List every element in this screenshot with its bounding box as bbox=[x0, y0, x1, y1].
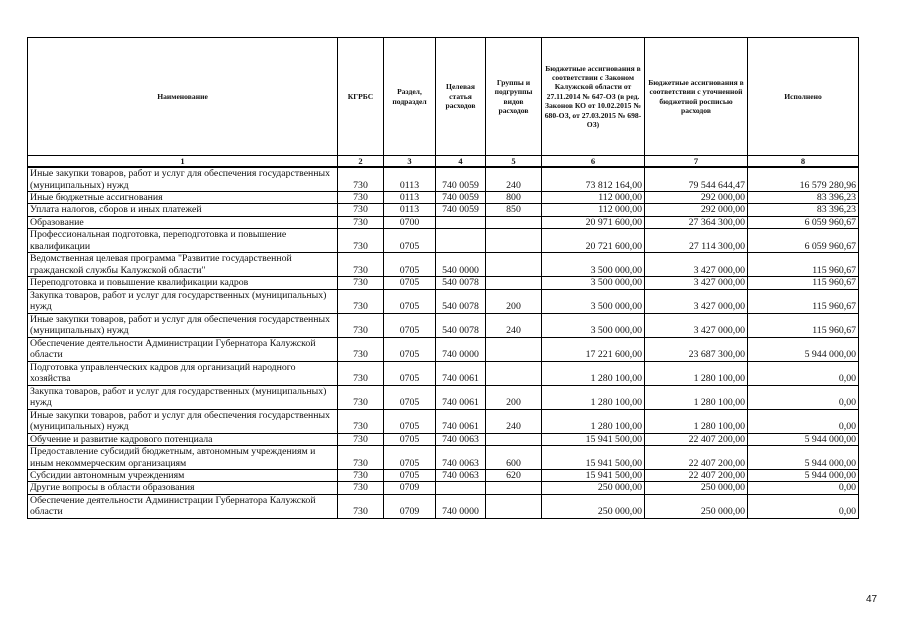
cell-executed-amount: 5 944 000,00 bbox=[748, 470, 859, 482]
cell-refined-amount: 292 000,00 bbox=[645, 204, 748, 216]
header-executed: Исполнено bbox=[748, 38, 859, 156]
cell-target: 740 0061 bbox=[436, 385, 486, 409]
cell-kgrbs: 730 bbox=[338, 337, 384, 361]
cell-kgrbs: 730 bbox=[338, 289, 384, 313]
column-number: 6 bbox=[542, 156, 645, 168]
cell-law-amount: 15 941 500,00 bbox=[542, 470, 645, 482]
cell-target: 740 0063 bbox=[436, 433, 486, 445]
cell-kgrbs: 730 bbox=[338, 167, 384, 192]
cell-target: 740 0063 bbox=[436, 470, 486, 482]
cell-refined-amount: 23 687 300,00 bbox=[645, 337, 748, 361]
table-row bbox=[28, 229, 859, 253]
cell-group bbox=[486, 253, 542, 277]
cell-executed-amount: 0,00 bbox=[748, 494, 859, 518]
cell-section: 0705 bbox=[384, 313, 436, 337]
cell-law-amount: 112 000,00 bbox=[542, 204, 645, 216]
cell-executed-amount: 0,00 bbox=[748, 482, 859, 494]
cell-executed-amount: 5 944 000,00 bbox=[748, 433, 859, 445]
header-target: Целевая статья расходов bbox=[436, 38, 486, 156]
table-row bbox=[28, 482, 859, 494]
cell-law-amount: 250 000,00 bbox=[542, 494, 645, 518]
cell-executed-amount: 115 960,67 bbox=[748, 277, 859, 289]
cell-name: Иные закупки товаров, работ и услуг для обеспечения государственных (муниципальных) нужд bbox=[28, 409, 338, 433]
column-number: 2 bbox=[338, 156, 384, 168]
cell-executed-amount: 6 059 960,67 bbox=[748, 216, 859, 228]
table-row bbox=[28, 204, 859, 216]
table-row bbox=[28, 446, 859, 470]
cell-target: 740 0059 bbox=[436, 167, 486, 192]
cell-group bbox=[486, 494, 542, 518]
cell-name: Образование bbox=[28, 216, 338, 228]
cell-group bbox=[486, 361, 542, 385]
column-number: 4 bbox=[436, 156, 486, 168]
cell-group: 620 bbox=[486, 470, 542, 482]
cell-section: 0705 bbox=[384, 446, 436, 470]
cell-kgrbs: 730 bbox=[338, 277, 384, 289]
cell-section: 0113 bbox=[384, 204, 436, 216]
cell-executed-amount: 115 960,67 bbox=[748, 253, 859, 277]
cell-law-amount: 3 500 000,00 bbox=[542, 313, 645, 337]
cell-executed-amount: 0,00 bbox=[748, 361, 859, 385]
cell-name: Иные закупки товаров, работ и услуг для обеспечения государственных (муниципальных) нужд bbox=[28, 167, 338, 192]
column-number: 7 bbox=[645, 156, 748, 168]
cell-executed-amount: 83 396,23 bbox=[748, 204, 859, 216]
cell-law-amount: 1 280 100,00 bbox=[542, 409, 645, 433]
header-name: Наименование bbox=[28, 38, 338, 156]
cell-section: 0705 bbox=[384, 409, 436, 433]
header-section: Раздел, подраздел bbox=[384, 38, 436, 156]
table-row bbox=[28, 216, 859, 228]
cell-refined-amount: 3 427 000,00 bbox=[645, 289, 748, 313]
cell-target bbox=[436, 229, 486, 253]
table-row bbox=[28, 433, 859, 445]
cell-target: 740 0059 bbox=[436, 192, 486, 204]
table-row bbox=[28, 361, 859, 385]
cell-kgrbs: 730 bbox=[338, 313, 384, 337]
budget-table bbox=[27, 37, 859, 519]
cell-name: Обеспечение деятельности Администрации Губернатора Калужской области bbox=[28, 337, 338, 361]
table-row bbox=[28, 167, 859, 192]
cell-law-amount: 73 812 164,00 bbox=[542, 167, 645, 192]
cell-name: Обеспечение деятельности Администрации Губернатора Калужской области bbox=[28, 494, 338, 518]
cell-target: 540 0078 bbox=[436, 289, 486, 313]
cell-executed-amount: 5 944 000,00 bbox=[748, 446, 859, 470]
cell-executed-amount: 115 960,67 bbox=[748, 313, 859, 337]
cell-target: 740 0063 bbox=[436, 446, 486, 470]
cell-section: 0113 bbox=[384, 167, 436, 192]
cell-group bbox=[486, 277, 542, 289]
cell-target: 740 0061 bbox=[436, 409, 486, 433]
cell-target: 740 0000 bbox=[436, 337, 486, 361]
column-number: 3 bbox=[384, 156, 436, 168]
cell-law-amount: 250 000,00 bbox=[542, 482, 645, 494]
cell-kgrbs: 730 bbox=[338, 192, 384, 204]
cell-kgrbs: 730 bbox=[338, 482, 384, 494]
table-row bbox=[28, 494, 859, 518]
cell-name: Иные закупки товаров, работ и услуг для обеспечения государственных (муниципальных) нужд bbox=[28, 313, 338, 337]
table-row bbox=[28, 253, 859, 277]
cell-law-amount: 3 500 000,00 bbox=[542, 253, 645, 277]
cell-refined-amount: 79 544 644,47 bbox=[645, 167, 748, 192]
cell-group: 200 bbox=[486, 289, 542, 313]
cell-target bbox=[436, 216, 486, 228]
cell-law-amount: 20 971 600,00 bbox=[542, 216, 645, 228]
cell-law-amount: 3 500 000,00 bbox=[542, 277, 645, 289]
cell-refined-amount: 22 407 200,00 bbox=[645, 446, 748, 470]
cell-law-amount: 20 721 600,00 bbox=[542, 229, 645, 253]
table-row bbox=[28, 470, 859, 482]
cell-name: Обучение и развитие кадрового потенциала bbox=[28, 433, 338, 445]
cell-refined-amount: 250 000,00 bbox=[645, 494, 748, 518]
cell-name: Субсидии автономным учреждениям bbox=[28, 470, 338, 482]
column-number: 1 bbox=[28, 156, 338, 168]
cell-section: 0705 bbox=[384, 337, 436, 361]
cell-group: 240 bbox=[486, 313, 542, 337]
cell-target: 740 0061 bbox=[436, 361, 486, 385]
cell-law-amount: 3 500 000,00 bbox=[542, 289, 645, 313]
table-body bbox=[28, 167, 859, 518]
cell-kgrbs: 730 bbox=[338, 216, 384, 228]
cell-law-amount: 15 941 500,00 bbox=[542, 446, 645, 470]
page-number: 47 bbox=[866, 594, 878, 605]
cell-kgrbs: 730 bbox=[338, 361, 384, 385]
table-row bbox=[28, 289, 859, 313]
cell-refined-amount: 1 280 100,00 bbox=[645, 385, 748, 409]
cell-law-amount: 112 000,00 bbox=[542, 192, 645, 204]
cell-section: 0705 bbox=[384, 289, 436, 313]
table-row bbox=[28, 192, 859, 204]
cell-kgrbs: 730 bbox=[338, 229, 384, 253]
cell-group bbox=[486, 216, 542, 228]
cell-kgrbs: 730 bbox=[338, 409, 384, 433]
cell-target bbox=[436, 482, 486, 494]
column-number: 8 bbox=[748, 156, 859, 168]
cell-group: 600 bbox=[486, 446, 542, 470]
cell-kgrbs: 730 bbox=[338, 494, 384, 518]
cell-target: 740 0059 bbox=[436, 204, 486, 216]
header-refined: Бюджетные ассигнования в соответствии с уточненной бюджетной росписью расходов bbox=[645, 38, 748, 156]
cell-group: 240 bbox=[486, 167, 542, 192]
cell-name: Профессиональная подготовка, переподготовка и повышение квалификации bbox=[28, 229, 338, 253]
cell-section: 0705 bbox=[384, 229, 436, 253]
cell-refined-amount: 27 364 300,00 bbox=[645, 216, 748, 228]
cell-executed-amount: 5 944 000,00 bbox=[748, 337, 859, 361]
cell-name: Переподготовка и повышение квалификации кадров bbox=[28, 277, 338, 289]
cell-name: Предоставление субсидий бюджетным, автономным учреждениям и иным некоммерческим организациям bbox=[28, 446, 338, 470]
cell-executed-amount: 115 960,67 bbox=[748, 289, 859, 313]
cell-executed-amount: 0,00 bbox=[748, 409, 859, 433]
cell-group bbox=[486, 337, 542, 361]
header-law: Бюджетные ассигнования в соответствии с Законом Калужской области от 27.11.2014 № 647-ОЗ (в ред. Законов КО от 10.02.2015 № 680-ОЗ, от 27.03.2015 № 698-ОЗ) bbox=[542, 38, 645, 156]
cell-target: 540 0078 bbox=[436, 277, 486, 289]
cell-law-amount: 15 941 500,00 bbox=[542, 433, 645, 445]
table-row bbox=[28, 313, 859, 337]
cell-name: Закупка товаров, работ и услуг для государственных (муниципальных) нужд bbox=[28, 385, 338, 409]
cell-section: 0705 bbox=[384, 385, 436, 409]
header-groups: Группы и подгруппы видов расходов bbox=[486, 38, 542, 156]
cell-group: 240 bbox=[486, 409, 542, 433]
cell-section: 0705 bbox=[384, 277, 436, 289]
table-row bbox=[28, 337, 859, 361]
cell-law-amount: 17 221 600,00 bbox=[542, 337, 645, 361]
cell-section: 0705 bbox=[384, 361, 436, 385]
cell-group bbox=[486, 482, 542, 494]
cell-refined-amount: 3 427 000,00 bbox=[645, 277, 748, 289]
table-row bbox=[28, 385, 859, 409]
cell-refined-amount: 1 280 100,00 bbox=[645, 409, 748, 433]
table-row bbox=[28, 409, 859, 433]
cell-executed-amount: 16 579 280,96 bbox=[748, 167, 859, 192]
cell-executed-amount: 0,00 bbox=[748, 385, 859, 409]
cell-section: 0700 bbox=[384, 216, 436, 228]
cell-section: 0705 bbox=[384, 433, 436, 445]
cell-name: Уплата налогов, сборов и иных платежей bbox=[28, 204, 338, 216]
cell-refined-amount: 22 407 200,00 bbox=[645, 433, 748, 445]
cell-refined-amount: 292 000,00 bbox=[645, 192, 748, 204]
cell-section: 0709 bbox=[384, 494, 436, 518]
cell-kgrbs: 730 bbox=[338, 204, 384, 216]
table-row bbox=[28, 277, 859, 289]
cell-group: 800 bbox=[486, 192, 542, 204]
cell-executed-amount: 6 059 960,67 bbox=[748, 229, 859, 253]
cell-refined-amount: 27 114 300,00 bbox=[645, 229, 748, 253]
cell-target: 540 0078 bbox=[436, 313, 486, 337]
cell-refined-amount: 1 280 100,00 bbox=[645, 361, 748, 385]
cell-name: Другие вопросы в области образования bbox=[28, 482, 338, 494]
cell-section: 0709 bbox=[384, 482, 436, 494]
cell-refined-amount: 3 427 000,00 bbox=[645, 253, 748, 277]
column-number: 5 bbox=[486, 156, 542, 168]
cell-law-amount: 1 280 100,00 bbox=[542, 385, 645, 409]
cell-kgrbs: 730 bbox=[338, 470, 384, 482]
cell-target: 740 0000 bbox=[436, 494, 486, 518]
cell-law-amount: 1 280 100,00 bbox=[542, 361, 645, 385]
cell-section: 0705 bbox=[384, 253, 436, 277]
cell-refined-amount: 250 000,00 bbox=[645, 482, 748, 494]
cell-refined-amount: 22 407 200,00 bbox=[645, 470, 748, 482]
cell-kgrbs: 730 bbox=[338, 253, 384, 277]
cell-group: 200 bbox=[486, 385, 542, 409]
cell-name: Закупка товаров, работ и услуг для государственных (муниципальных) нужд bbox=[28, 289, 338, 313]
cell-group: 850 bbox=[486, 204, 542, 216]
cell-target: 540 0000 bbox=[436, 253, 486, 277]
cell-refined-amount: 3 427 000,00 bbox=[645, 313, 748, 337]
cell-group bbox=[486, 229, 542, 253]
cell-kgrbs: 730 bbox=[338, 385, 384, 409]
cell-kgrbs: 730 bbox=[338, 446, 384, 470]
cell-section: 0705 bbox=[384, 470, 436, 482]
header-kgrbs: КГРБС bbox=[338, 38, 384, 156]
cell-name: Ведомственная целевая программа "Развитие государственной гражданской службы Калужской области" bbox=[28, 253, 338, 277]
cell-section: 0113 bbox=[384, 192, 436, 204]
cell-group bbox=[486, 433, 542, 445]
cell-name: Подготовка управленческих кадров для организаций народного хозяйства bbox=[28, 361, 338, 385]
cell-executed-amount: 83 396,23 bbox=[748, 192, 859, 204]
cell-kgrbs: 730 bbox=[338, 433, 384, 445]
cell-name: Иные бюджетные ассигнования bbox=[28, 192, 338, 204]
